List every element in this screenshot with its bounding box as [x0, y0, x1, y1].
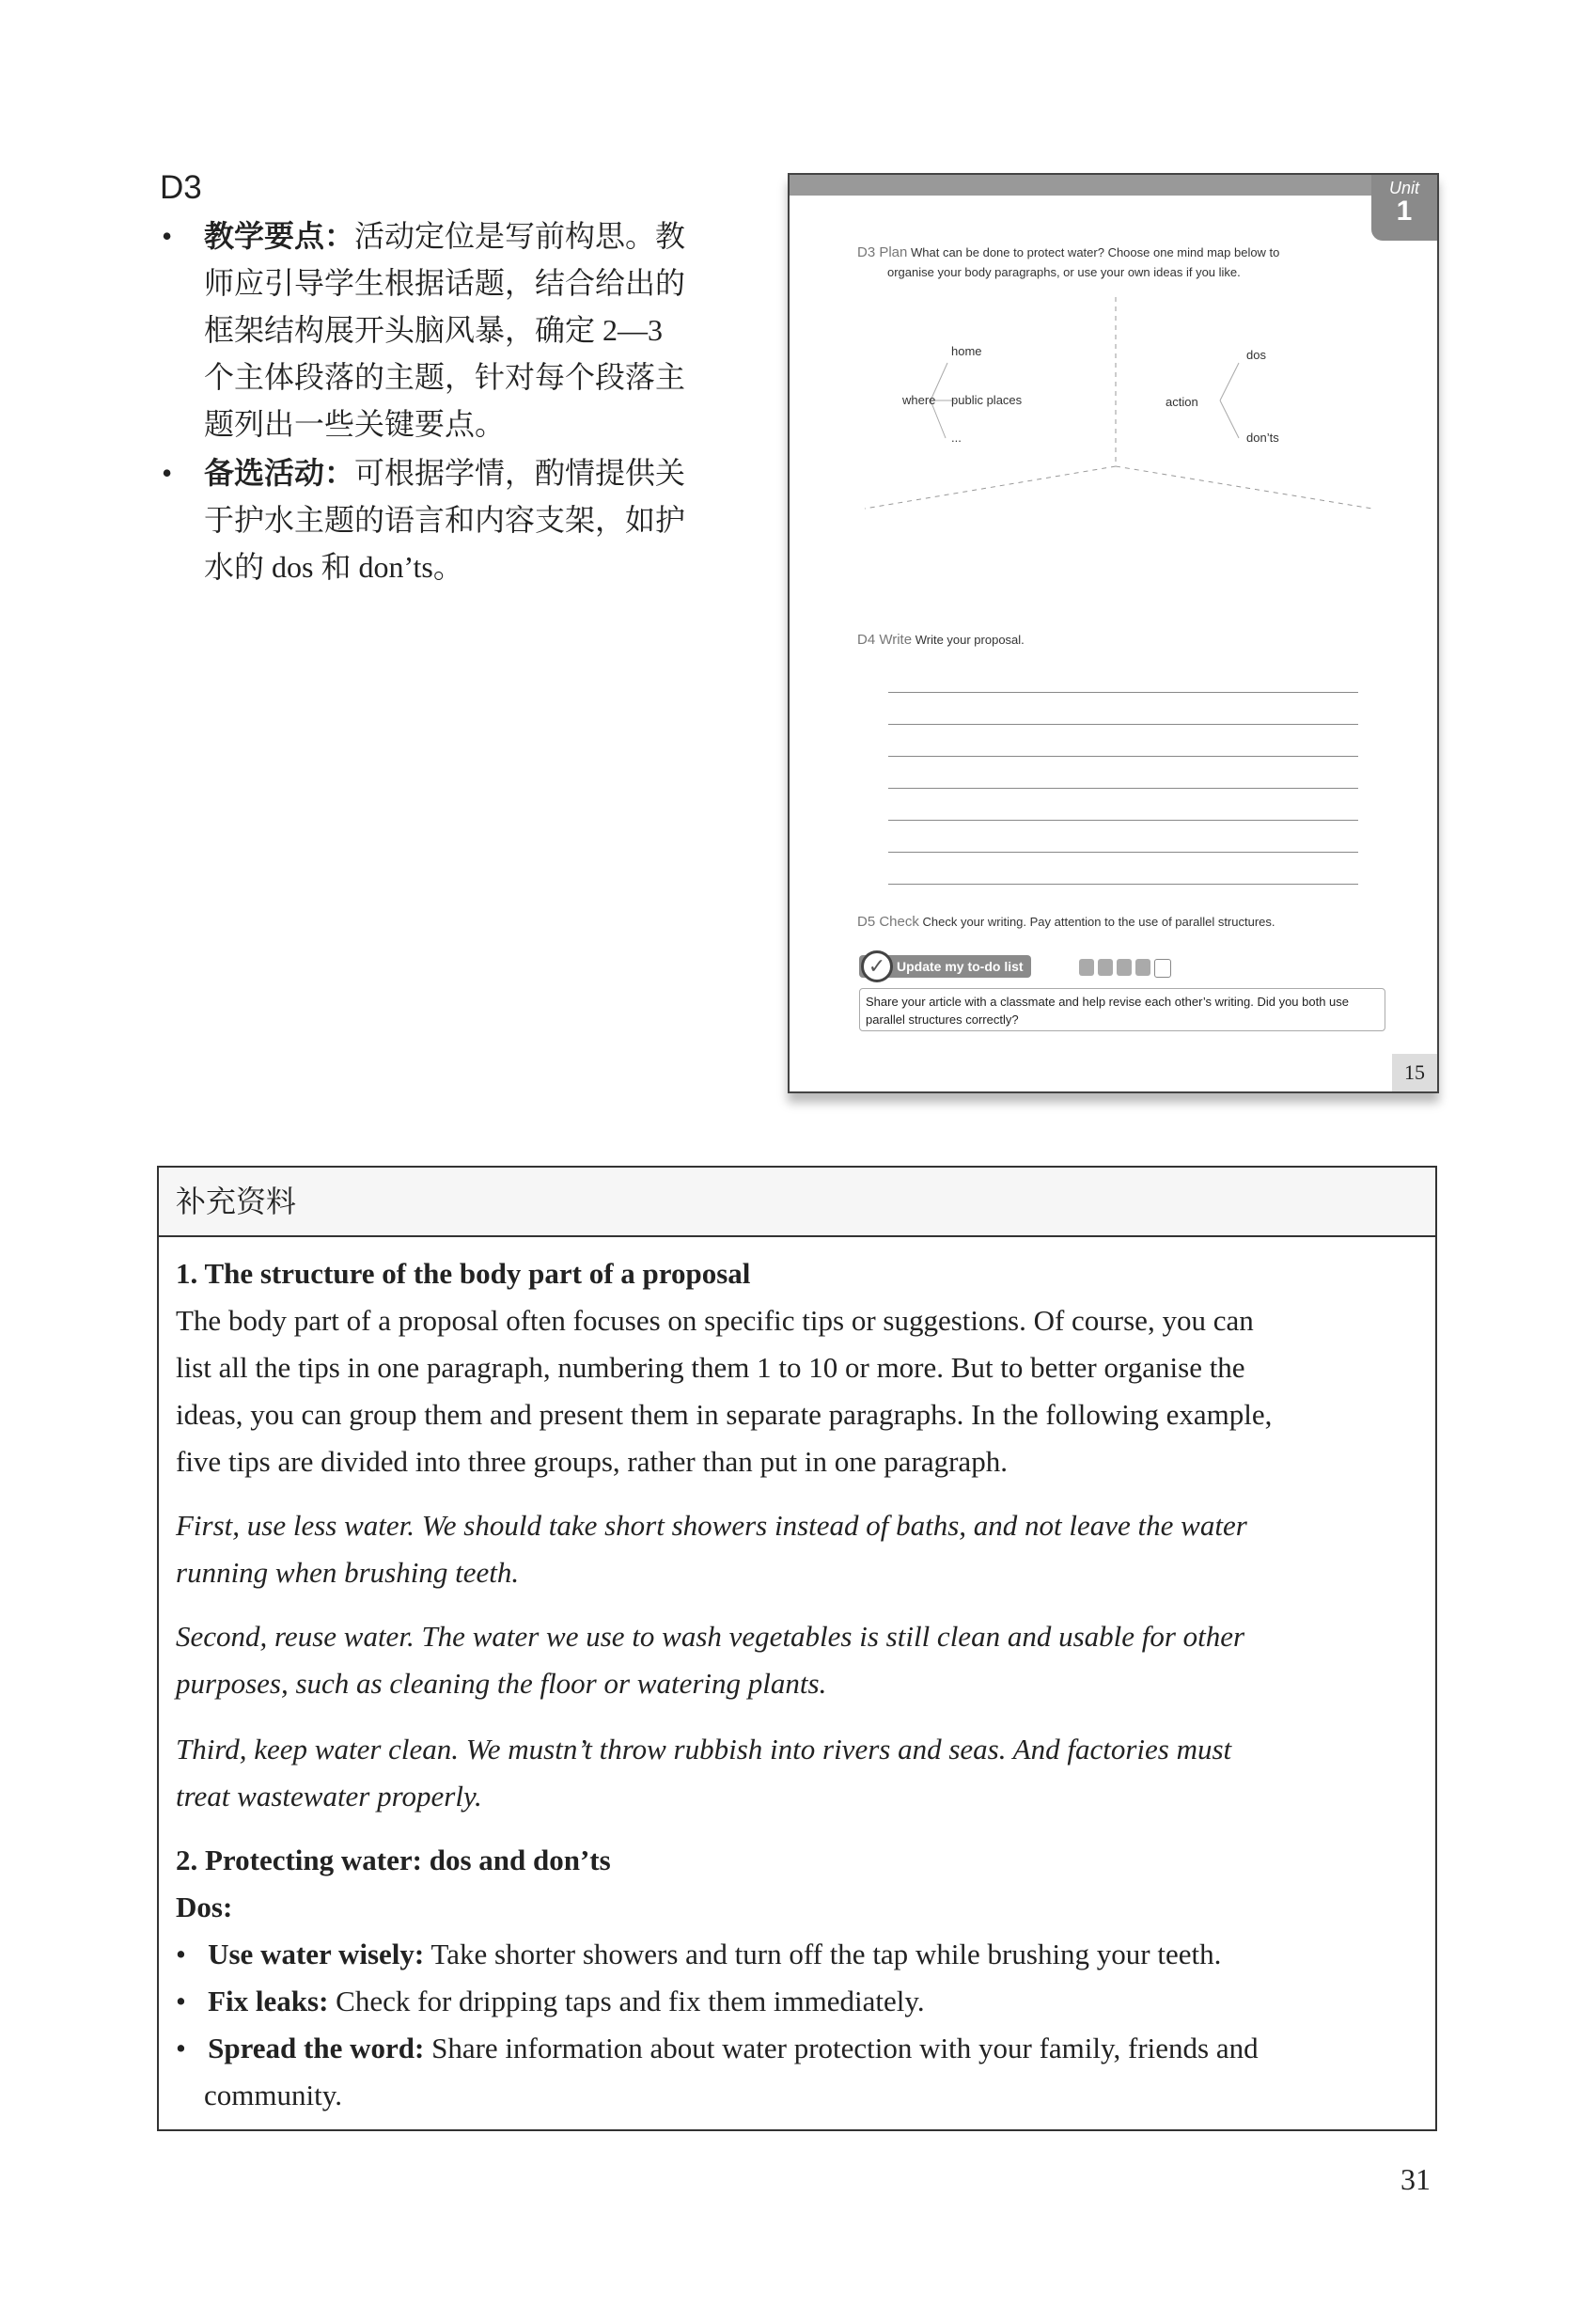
- map-node: dos: [1246, 348, 1266, 362]
- map-node: where: [902, 393, 936, 407]
- text-line: five tips are divided into three groups, rather than put in one paragraph.: [176, 1445, 1008, 1478]
- check-icon: ✓: [861, 950, 893, 982]
- example-line: running when brushing teeth.: [176, 1556, 520, 1589]
- page-number: 31: [1400, 2162, 1431, 2196]
- text-line: list all the tips in one paragraph, numbering them 1 to 10 or more. But to better organise the: [176, 1351, 1245, 1384]
- mind-map-lines: [790, 175, 1437, 551]
- text-line: 于护水主题的语言和内容支架，如护: [204, 503, 686, 537]
- text: 活动定位是写前构思。教: [354, 219, 686, 253]
- text-line: 框架结构展开头脑风暴，确定 2—3: [204, 313, 664, 347]
- d3-label: D3 Plan: [857, 244, 908, 260]
- bullet: •: [162, 219, 173, 253]
- unit-label: Unit: [1388, 179, 1419, 197]
- map-node: don’ts: [1246, 431, 1279, 445]
- item-label: Spread the word:: [208, 2032, 425, 2064]
- example-line: First, use less water. We should take short showers instead of baths, and not leave the water: [176, 1509, 1247, 1542]
- bullet: •: [162, 456, 173, 490]
- item-text: Check for dripping taps and fix them immediately.: [328, 1985, 925, 2017]
- d4-text: Write your proposal.: [915, 633, 1025, 647]
- item-label: Fix leaks:: [208, 1985, 329, 2017]
- text-line: community.: [204, 2079, 342, 2111]
- textbook-page-image: [788, 173, 1439, 1093]
- section-heading: D3: [160, 169, 202, 206]
- supplementary-box: [157, 1166, 1437, 2131]
- list-item: • Spread the word: Share information about water protection with your family, friends and: [176, 2032, 1259, 2064]
- map-node: public places: [951, 393, 1023, 407]
- list-item: • Fix leaks: Check for dripping taps and fix them immediately.: [176, 1985, 925, 2017]
- item-label: Use water wisely:: [208, 1938, 425, 1970]
- text-line: 水的 dos 和 don’ts。: [204, 550, 463, 584]
- textbook-page-number: 15: [1392, 1054, 1437, 1091]
- bullet-2-line: [204, 449, 740, 496]
- unit-number: 1: [1396, 196, 1413, 227]
- text-line: 师应引导学生根据话题，结合给出的: [204, 266, 686, 300]
- text-line: The body part of a proposal often focuses on specific tips or suggestions. Of course, you can: [176, 1304, 1254, 1337]
- text: 可根据学情，酌情提供关: [354, 456, 686, 490]
- d3-text: organise your body paragraphs, or use your own ideas if you like.: [887, 265, 1241, 279]
- share-note: Share your article with a classmate and help revise each other’s writing. Did you both use parallel structures correctly?: [859, 988, 1385, 1031]
- item-text: Take shorter showers and turn off the tap while brushing your teeth.: [424, 1938, 1222, 1970]
- bullet-label: 教学要点：: [204, 219, 355, 253]
- map-node: home: [951, 344, 982, 358]
- dos-label: Dos:: [176, 1891, 233, 1923]
- example-line: treat wastewater properly.: [176, 1780, 482, 1813]
- bullet-1-line: [204, 212, 740, 259]
- box-title: 补充资料: [159, 1168, 1435, 1237]
- bullet-label: 备选活动：: [204, 456, 355, 490]
- text-line: 题列出一些关键要点。: [204, 407, 506, 441]
- example-line: Third, keep water clean. We mustn’t throw rubbish into rivers and seas. And factories must: [176, 1733, 1232, 1766]
- section-title: 2. Protecting water: dos and don’ts: [176, 1844, 611, 1876]
- d3-text: What can be done to protect water? Choose one mind map below to: [911, 245, 1280, 259]
- map-node: ...: [951, 431, 962, 445]
- d5-text: Check your writing. Pay attention to the use of parallel structures.: [922, 915, 1275, 929]
- map-node: action: [1166, 395, 1198, 409]
- example-line: purposes, such as cleaning the floor or watering plants.: [176, 1667, 827, 1700]
- list-item: • Use water wisely: Take shorter showers and turn off the tap while brushing your teeth.: [176, 1938, 1222, 1970]
- text-line: 个主体段落的主题，针对每个段落主: [204, 360, 686, 394]
- example-line: Second, reuse water. The water we use to wash vegetables is still clean and usable for other: [176, 1620, 1245, 1653]
- d4-label: D4 Write: [857, 632, 913, 648]
- todo-label: Update my to-do list: [859, 955, 1031, 978]
- d5-label: D5 Check: [857, 914, 919, 930]
- section-title: 1. The structure of the body part of a proposal: [176, 1257, 751, 1290]
- item-text: Share information about water protection with your family, friends and: [424, 2032, 1259, 2064]
- text-line: ideas, you can group them and present them in separate paragraphs. In the following example,: [176, 1398, 1273, 1431]
